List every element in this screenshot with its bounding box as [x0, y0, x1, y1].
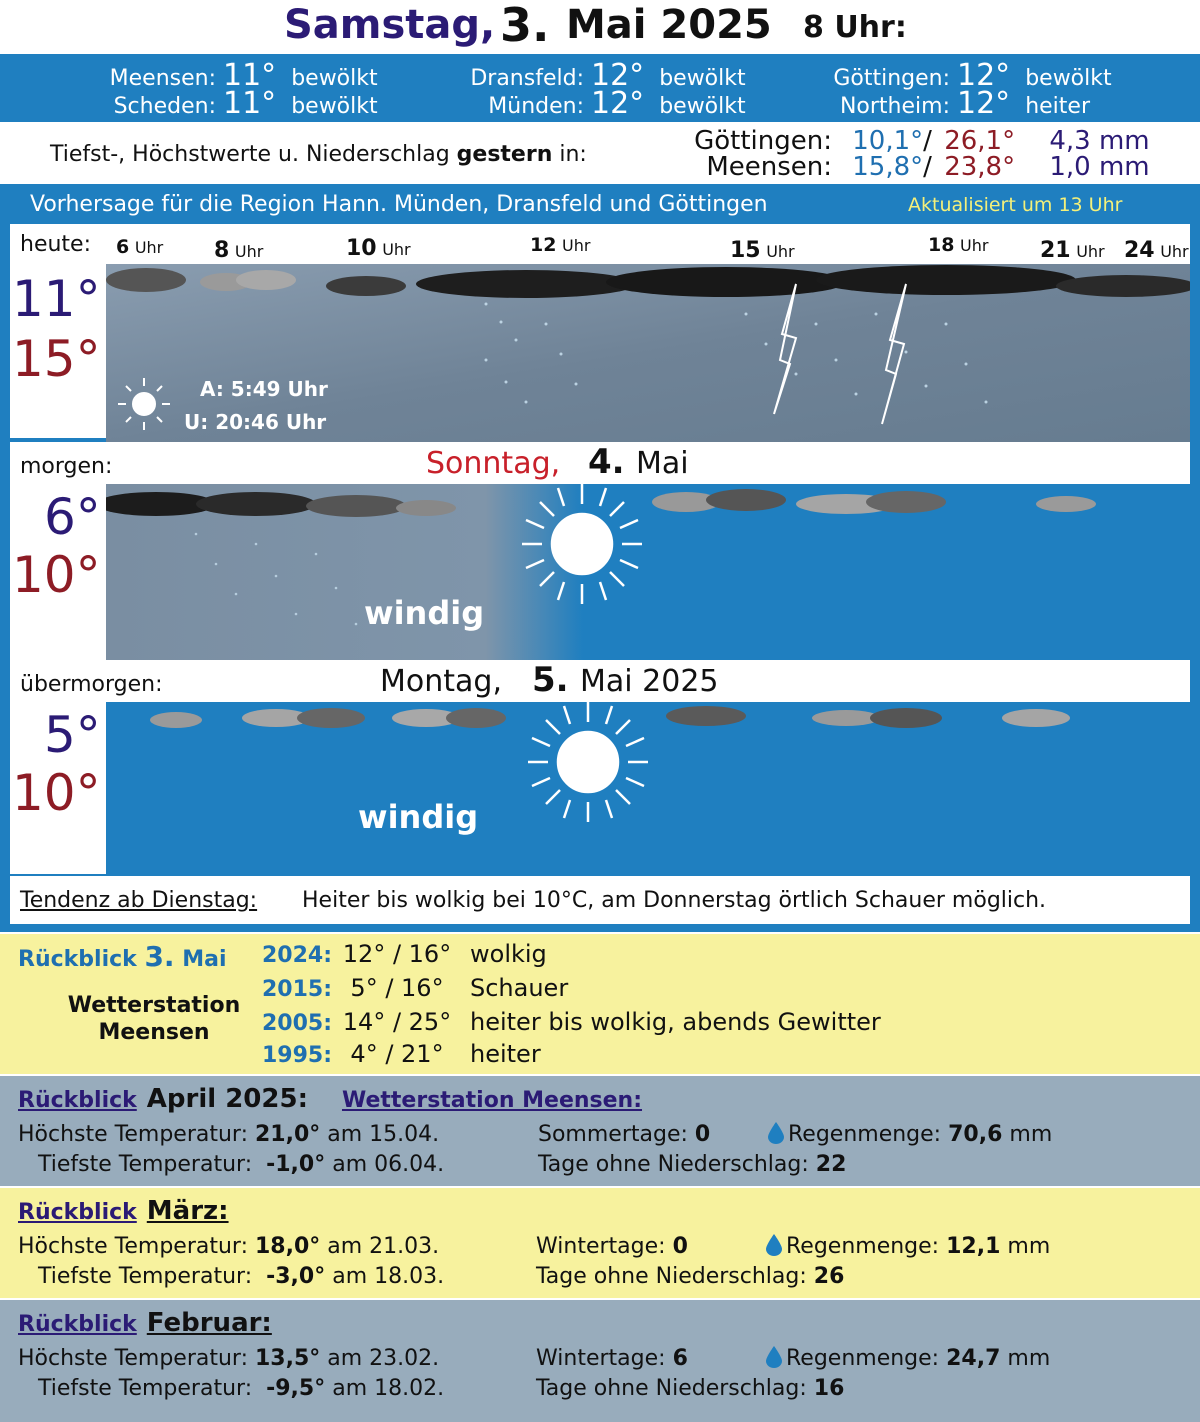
month-review-heading — [18, 1308, 272, 1338]
tendency-text: Heiter bis wolkig bei 10°C, am Donnerstag örtlich Schauer möglich. — [302, 888, 1047, 913]
time-unit: Uhr — [234, 242, 264, 261]
max-temp-date: am 23.02. — [327, 1346, 440, 1371]
max-temp-label: Höchste Temperatur: — [18, 1122, 248, 1147]
yesterday-label-post: in: — [552, 142, 587, 167]
month-review-month: Februar: — [146, 1308, 272, 1338]
yesterday-label-pre: Tiefst-, Höchstwerte u. Niederschlag — [50, 142, 457, 167]
dry-days-label: Tage ohne Niederschlag: — [536, 1376, 807, 1401]
forecast-updated: Aktualisiert um 13 Uhr — [908, 194, 1123, 216]
time-unit: Uhr — [1076, 242, 1105, 261]
min-temp-date: am 18.02. — [332, 1376, 445, 1401]
tendency-box — [10, 876, 1190, 924]
month-dry-days — [536, 1376, 844, 1401]
history-year: 2005: — [261, 1011, 332, 1036]
rain-label: Regenmenge: — [786, 1346, 940, 1371]
day-after-temperatures — [10, 702, 106, 874]
yesterday-sep: / — [923, 126, 932, 156]
today-sky — [106, 264, 1190, 442]
today-label: heute: — [20, 232, 91, 257]
tomorrow-day-number: 4. — [588, 442, 625, 482]
rain-label: Regenmenge: — [788, 1122, 942, 1147]
today-header — [10, 224, 1190, 264]
yesterday-max: 23,8° — [944, 152, 1016, 182]
history-row — [258, 1008, 881, 1036]
history-desc: heiter bis wolkig, abends Gewitter — [470, 1008, 881, 1036]
time-12 — [530, 234, 590, 256]
rain-unit: mm — [1009, 1122, 1053, 1147]
month-review-label: Rückblick — [18, 1200, 137, 1225]
history-same-day — [0, 934, 1200, 1074]
rain-label: Regenmenge: — [786, 1234, 940, 1259]
time-21 — [1040, 238, 1105, 263]
history-desc: heiter — [470, 1040, 541, 1068]
city-name: Scheden: — [113, 94, 216, 119]
tomorrow-weather-illustration — [106, 484, 1190, 660]
yesterday-city: Göttingen: — [694, 126, 832, 156]
city-name: Northeim: — [839, 94, 950, 119]
time-unit: Uhr — [562, 236, 591, 255]
city-name: Münden: — [488, 94, 584, 119]
water-drop-icon — [766, 1346, 782, 1368]
day-after-max: 10° — [12, 764, 101, 822]
history-station: Wetterstation Meensen — [67, 993, 241, 1045]
max-temp-value: 13,5° — [255, 1346, 321, 1371]
tomorrow-month: Mai — [636, 446, 689, 481]
time-number: 6 — [116, 236, 130, 258]
month-special-days — [538, 1122, 710, 1147]
history-year: 1995: — [261, 1043, 332, 1068]
time-number: 8 — [214, 238, 230, 263]
tomorrow-header — [10, 442, 1190, 484]
month-review-heading — [18, 1196, 229, 1226]
city-desc: bewölkt — [291, 66, 378, 91]
city-scheden — [60, 86, 378, 121]
time-18 — [928, 234, 988, 256]
yesterday-max: 26,1° — [944, 126, 1016, 156]
day-after-weather-illustration — [106, 702, 1190, 874]
water-drop-icon — [768, 1122, 784, 1144]
tomorrow-temperatures — [10, 484, 106, 660]
day-after-day-number: 5. — [532, 660, 569, 700]
tomorrow-note: windig — [364, 594, 485, 632]
special-days-value: 0 — [672, 1234, 688, 1259]
day-after-weekday: Montag, — [380, 664, 502, 699]
city-desc: bewölkt — [659, 66, 746, 91]
month-review-label: Rückblick — [18, 1312, 137, 1337]
city-temp: 12° — [591, 58, 645, 93]
time-number: 18 — [928, 234, 955, 256]
min-temp-value: -1,0° — [266, 1152, 326, 1177]
special-days-value: 0 — [694, 1122, 711, 1147]
month-review-april — [0, 1076, 1200, 1186]
dry-days-value: 16 — [813, 1376, 845, 1401]
day-after-month: Mai 2025 — [580, 664, 719, 699]
max-temp-label: Höchste Temperatur: — [18, 1346, 248, 1371]
time-unit: Uhr — [382, 240, 411, 259]
history-heading — [18, 940, 227, 973]
rain-unit: mm — [1007, 1234, 1051, 1259]
history-heading-month: Mai — [182, 947, 227, 972]
title-day-number: 3. — [500, 0, 550, 52]
history-year: 2024: — [261, 943, 332, 968]
city-desc: heiter — [1025, 94, 1090, 119]
dry-days-value: 26 — [813, 1264, 845, 1289]
month-rain — [768, 1122, 1052, 1147]
time-6 — [116, 236, 163, 258]
day-after-note: windig — [358, 798, 479, 836]
sunrise-time: A: 5:49 Uhr — [200, 377, 328, 401]
special-days-label: Sommertage: — [538, 1122, 688, 1147]
min-temp-label: Tiefste Temperatur: — [38, 1264, 253, 1289]
time-number: 15 — [730, 238, 761, 263]
min-temp-date: am 06.04. — [332, 1152, 445, 1177]
history-temps: 12° / 16° — [342, 940, 452, 968]
min-temp-date: am 18.03. — [332, 1264, 445, 1289]
month-review-label: Rückblick — [18, 1088, 137, 1113]
city-name: Göttingen: — [833, 66, 950, 91]
max-temp-label: Höchste Temperatur: — [18, 1234, 248, 1259]
history-heading-day: 3. — [144, 940, 175, 973]
yesterday-sep: / — [923, 152, 932, 182]
rain-value: 24,7 — [946, 1346, 1001, 1371]
time-number: 24 — [1124, 238, 1155, 263]
month-max-temp — [18, 1122, 439, 1147]
city-northeim — [800, 86, 1090, 121]
tomorrow-label: morgen: — [20, 454, 113, 479]
yesterday-row-meensen — [682, 152, 1150, 182]
time-number: 12 — [530, 234, 557, 256]
sunset-time: U: 20:46 Uhr — [184, 410, 327, 434]
yesterday-rain: 4,3 mm — [1049, 126, 1150, 156]
month-review-february — [0, 1300, 1200, 1422]
max-temp-date: am 21.03. — [327, 1234, 440, 1259]
city-muenden — [430, 86, 746, 121]
day-after-min: 5° — [44, 706, 101, 764]
history-row — [258, 974, 568, 1002]
tendency-label: Tendenz ab Dienstag: — [20, 888, 258, 913]
today-min: 11° — [12, 270, 101, 328]
title-time: 8 Uhr: — [803, 10, 907, 45]
water-drop-icon — [766, 1234, 782, 1256]
sun-icon — [522, 484, 642, 604]
city-temp: 11° — [223, 86, 277, 121]
history-temps: 14° / 25° — [342, 1008, 452, 1036]
page-title — [0, 0, 1200, 52]
time-number: 10 — [346, 236, 377, 261]
sun-icon — [528, 702, 648, 822]
title-month-year: Mai 2025 — [566, 2, 772, 48]
special-days-label: Wintertage: — [536, 1234, 666, 1259]
city-name: Meensen: — [109, 66, 216, 91]
title-weekday: Samstag, — [284, 2, 496, 48]
tomorrow-min: 6° — [44, 488, 101, 546]
month-review-heading — [18, 1084, 642, 1114]
city-temp: 11° — [223, 58, 277, 93]
city-desc: bewölkt — [291, 94, 378, 119]
yesterday-min: 15,8° — [852, 152, 924, 182]
today-max: 15° — [12, 330, 101, 388]
time-number: 21 — [1040, 238, 1071, 263]
city-desc: bewölkt — [1025, 66, 1112, 91]
time-24 — [1124, 238, 1189, 263]
history-row — [258, 940, 547, 968]
dry-days-value: 22 — [815, 1152, 847, 1177]
time-unit: Uhr — [960, 236, 989, 255]
month-dry-days — [538, 1152, 846, 1177]
city-temp: 12° — [957, 86, 1011, 121]
month-rain — [766, 1234, 1050, 1259]
month-max-temp — [18, 1234, 439, 1259]
history-temps: 4° / 21° — [350, 1040, 444, 1068]
city-desc: bewölkt — [659, 94, 746, 119]
month-max-temp — [18, 1346, 439, 1371]
yesterday-min: 10,1° — [852, 126, 924, 156]
month-review-station: Wetterstation Meensen: — [341, 1088, 643, 1113]
history-row — [258, 1040, 541, 1068]
max-temp-date: am 15.04. — [327, 1122, 440, 1147]
month-min-temp — [38, 1376, 444, 1401]
dry-days-label: Tage ohne Niederschlag: — [538, 1152, 809, 1177]
history-heading-pre: Rückblick — [18, 947, 137, 972]
max-temp-value: 21,0° — [255, 1122, 321, 1147]
city-temp: 12° — [957, 58, 1011, 93]
month-min-temp — [38, 1152, 444, 1177]
time-15 — [730, 238, 795, 263]
day-after-header — [10, 660, 1190, 702]
tomorrow-max: 10° — [12, 546, 101, 604]
special-days-value: 6 — [672, 1346, 688, 1371]
min-temp-value: -3,0° — [266, 1264, 326, 1289]
min-temp-label: Tiefste Temperatur: — [38, 1376, 253, 1401]
special-days-label: Wintertage: — [536, 1346, 666, 1371]
city-name: Dransfeld: — [470, 66, 584, 91]
month-rain — [766, 1346, 1050, 1371]
month-review-march — [0, 1188, 1200, 1298]
dry-days-label: Tage ohne Niederschlag: — [536, 1264, 807, 1289]
tomorrow-weekday: Sonntag, — [426, 446, 561, 481]
time-unit: Uhr — [766, 242, 795, 261]
min-temp-value: -9,5° — [266, 1376, 326, 1401]
month-special-days — [536, 1234, 688, 1259]
history-temps: 5° / 16° — [350, 974, 444, 1002]
time-8 — [214, 238, 263, 263]
month-review-month: April 2025: — [146, 1084, 308, 1114]
history-desc: wolkig — [470, 940, 547, 968]
yesterday-label — [50, 142, 587, 167]
yesterday-label-bold: gestern — [456, 142, 553, 167]
forecast-panel — [0, 184, 1200, 932]
yesterday-rain: 1,0 mm — [1049, 152, 1150, 182]
month-min-temp — [38, 1264, 444, 1289]
time-unit: Uhr — [134, 238, 164, 257]
rain-value: 70,6 — [948, 1122, 1003, 1147]
rain-value: 12,1 — [946, 1234, 1001, 1259]
yesterday-values — [0, 124, 1200, 182]
yesterday-city: Meensen: — [706, 152, 832, 182]
history-year: 2015: — [261, 977, 332, 1002]
tomorrow-sky — [106, 484, 1190, 660]
month-special-days — [536, 1346, 688, 1371]
history-desc: Schauer — [470, 974, 569, 1002]
time-unit: Uhr — [1160, 242, 1189, 261]
day-after-label: übermorgen: — [20, 672, 163, 697]
month-review-month: März: — [146, 1196, 229, 1226]
min-temp-label: Tiefste Temperatur: — [38, 1152, 253, 1177]
forecast-heading: Vorhersage für die Region Hann. Münden, Dransfeld und Göttingen — [30, 192, 768, 217]
today-temperatures — [10, 264, 106, 438]
city-temp: 12° — [591, 86, 645, 121]
day-after-sky — [106, 702, 1190, 874]
max-temp-value: 18,0° — [255, 1234, 321, 1259]
rain-unit: mm — [1007, 1346, 1051, 1371]
time-10 — [346, 236, 411, 261]
month-dry-days — [536, 1264, 844, 1289]
current-city-temperatures — [0, 54, 1200, 122]
